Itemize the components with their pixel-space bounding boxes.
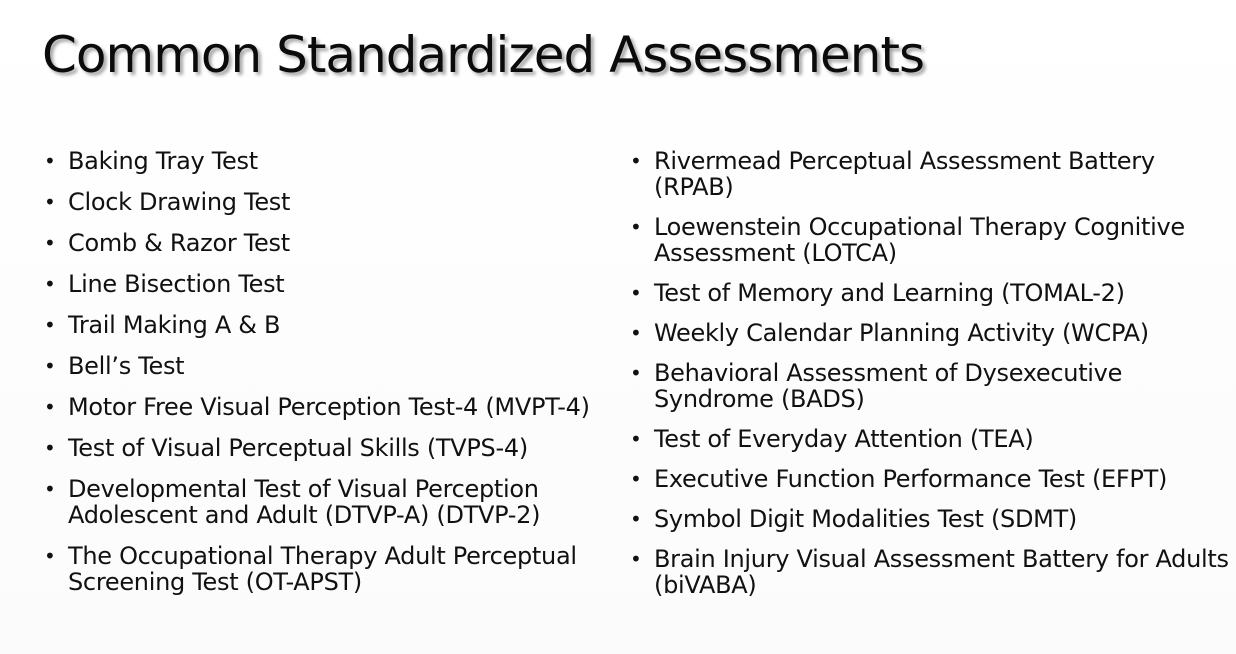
- list-item: [630, 545, 1229, 599]
- bullet-icon: •: [44, 436, 56, 460]
- bullet-icon: •: [44, 313, 56, 337]
- list-item-text: Test of Memory and Learning (TOMAL-2): [654, 279, 1125, 307]
- bullet-icon: •: [44, 272, 56, 296]
- list-item: [630, 147, 1229, 201]
- list-item: [630, 359, 1229, 413]
- list-item-text: Baking Tray Test: [68, 147, 258, 175]
- list-item: [630, 505, 1229, 533]
- list-item: [630, 319, 1229, 347]
- bullet-icon: •: [630, 507, 642, 531]
- list-item-text: Loewenstein Occupational Therapy Cognitive Assessment (LOTCA): [654, 213, 1185, 267]
- bullet-icon: •: [630, 361, 642, 385]
- list-item-text: Line Bisection Test: [68, 270, 285, 298]
- list-item-text: The Occupational Therapy Adult Perceptual Screening Test (OT-APST): [68, 542, 577, 596]
- bullet-icon: •: [44, 477, 56, 501]
- bullet-icon: •: [630, 215, 642, 239]
- list-item-text: Comb & Razor Test: [68, 229, 290, 257]
- bullet-icon: •: [630, 547, 642, 571]
- list-item-text: Rivermead Perceptual Assessment Battery (RPAB): [654, 147, 1155, 201]
- bullet-icon: •: [630, 321, 642, 345]
- list-item: [44, 434, 638, 462]
- list-item: [44, 352, 638, 380]
- list-item-text: Executive Function Performance Test (EFPT): [654, 465, 1168, 493]
- list-item-text: Behavioral Assessment of Dysexecutive Syndrome (BADS): [654, 359, 1123, 413]
- list-item: [630, 425, 1229, 453]
- list-item-text: Bell’s Test: [68, 352, 185, 380]
- bullet-icon: •: [44, 544, 56, 568]
- bullet-icon: •: [44, 354, 56, 378]
- list-item: [44, 229, 638, 257]
- bullet-icon: •: [44, 395, 56, 419]
- slide-title: Common Standardized Assessments: [42, 26, 925, 84]
- list-item: [44, 188, 638, 216]
- list-item: [630, 465, 1229, 493]
- bullet-icon: •: [630, 281, 642, 305]
- bullet-icon: •: [630, 427, 642, 451]
- assessment-list-right: [630, 147, 1229, 612]
- list-item-text: Trail Making A & B: [68, 311, 281, 339]
- list-item: [44, 311, 638, 339]
- bullet-icon: •: [44, 231, 56, 255]
- list-item: [630, 213, 1229, 267]
- list-item-text: Weekly Calendar Planning Activity (WCPA): [654, 319, 1149, 347]
- list-item-text: Developmental Test of Visual Perception Adolescent and Adult (DTVP-A) (DTVP-2): [68, 475, 541, 529]
- list-item-text: Test of Everyday Attention (TEA): [654, 425, 1034, 453]
- list-item: [44, 270, 638, 298]
- list-item-text: Symbol Digit Modalities Test (SDMT): [654, 505, 1077, 533]
- list-item-text: Clock Drawing Test: [68, 188, 291, 216]
- bullet-icon: •: [630, 467, 642, 491]
- list-item: [44, 393, 638, 421]
- bullet-icon: •: [44, 149, 56, 173]
- list-item: [44, 542, 638, 596]
- list-item-text: Brain Injury Visual Assessment Battery for Adults (biVABA): [654, 545, 1229, 599]
- assessment-list-left: [44, 147, 638, 610]
- list-item: [630, 279, 1229, 307]
- list-item-text: Motor Free Visual Perception Test-4 (MVPT-4): [68, 393, 590, 421]
- list-item-text: Test of Visual Perceptual Skills (TVPS-4): [68, 434, 528, 462]
- list-item: [44, 147, 638, 175]
- list-item: [44, 475, 638, 529]
- bullet-icon: •: [44, 190, 56, 214]
- bullet-icon: •: [630, 149, 642, 173]
